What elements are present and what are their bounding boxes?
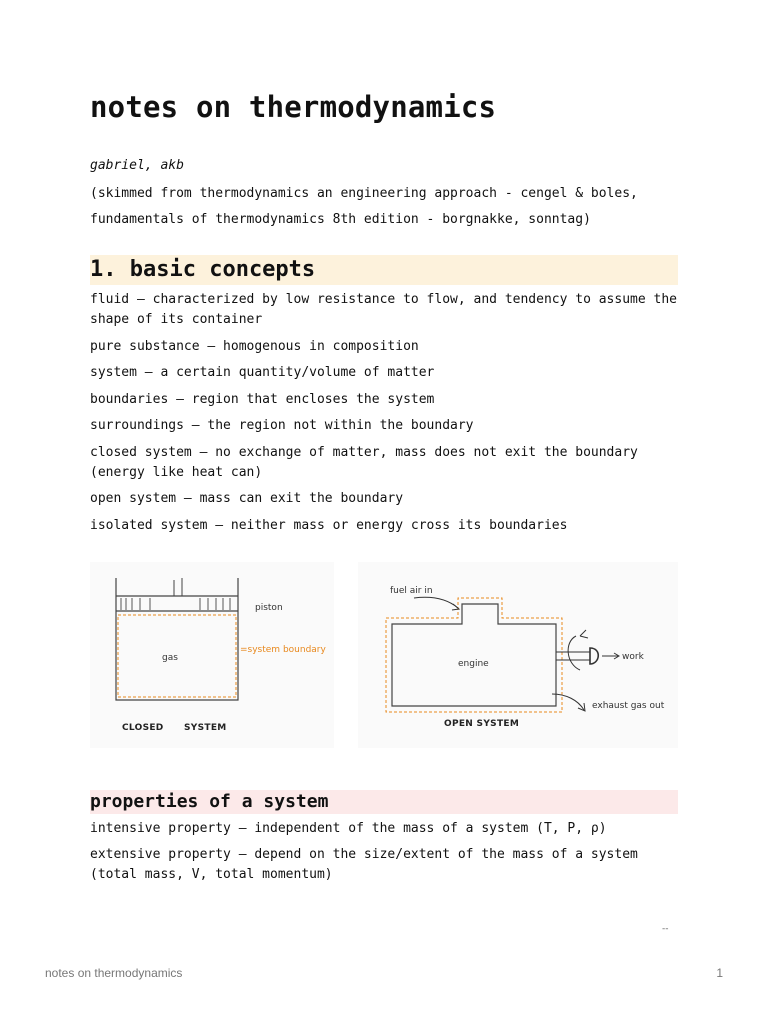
system-boundary-label: =system boundary — [240, 645, 326, 655]
system-sketch-svg — [90, 562, 678, 748]
work-label: work — [622, 652, 644, 662]
definition-item: closed system — no exchange of matter, mass does not exit the boundary (energy like heat can) — [90, 444, 638, 480]
document-sources — [90, 181, 690, 233]
definition-item: boundaries — region that encloses the system — [90, 391, 435, 407]
section-heading-basic-concepts: 1. basic concepts — [90, 255, 678, 285]
definition-item: intensive property — independent of the mass of a system (T, P, ρ) — [90, 821, 607, 836]
definition-item: open system — mass can exit the boundary — [90, 491, 404, 506]
footer-page-number: 1 — [716, 966, 723, 980]
source-line: (skimmed from thermodynamics an engineering approach - cengel & boles, — [90, 186, 638, 201]
document-authors: gabriel, akb — [90, 158, 184, 173]
open-system-caption: OPEN SYSTEM — [444, 719, 520, 729]
definition-item: surroundings — the region not within the boundary — [90, 418, 474, 433]
definition-item: extensive property — depend on the size/extent of the mass of a system (total mass, V, total momentum) — [90, 847, 638, 882]
definition-item: pure substance — homogenous in composition — [90, 338, 419, 354]
closed-caption-right: SYSTEM — [184, 723, 227, 733]
closed-caption-left: CLOSED — [122, 723, 164, 733]
system-sketch-figure — [90, 562, 678, 748]
definition-list-basic-concepts — [90, 290, 690, 542]
definition-item: isolated system — neither mass or energy cross its boundaries — [90, 517, 568, 533]
footer-title: notes on thermodynamics — [45, 966, 183, 980]
piston-label: piston — [255, 603, 283, 613]
definition-item: system — a certain quantity/volume of matter — [90, 365, 435, 380]
section-heading-properties: properties of a system — [90, 790, 678, 814]
definition-item: fluid — characterized by low resistance to flow, and tendency to assume the shape of its container — [90, 292, 677, 327]
fuel-air-in-label: fuel air in — [390, 586, 433, 596]
gas-label: gas — [162, 653, 178, 663]
engine-label: engine — [458, 659, 489, 669]
page-mark: -- — [662, 924, 669, 934]
document-title: notes on thermodynamics — [90, 90, 497, 124]
source-line: fundamentals of thermodynamics 8th edition - borgnakke, sonntag) — [90, 212, 591, 227]
definition-list-properties — [90, 819, 690, 891]
exhaust-gas-out-label: exhaust gas out — [592, 701, 665, 711]
